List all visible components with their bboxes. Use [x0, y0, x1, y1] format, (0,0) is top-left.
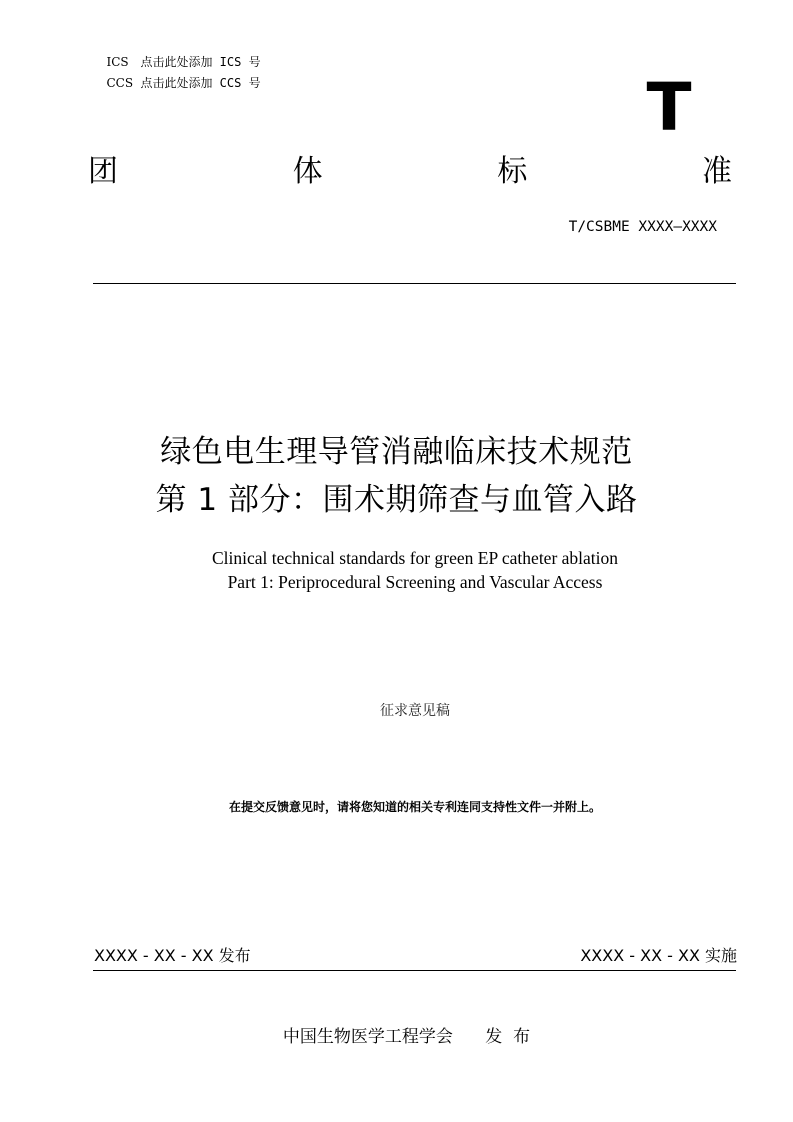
standard-category-mark: T	[646, 69, 692, 146]
ics-placeholder[interactable]: 点击此处添加 ICS 号	[140, 55, 261, 69]
title-en-line2: Part 1: Periprocedural Screening and Vascular Access	[227, 572, 603, 592]
ics-label: ICS	[106, 55, 129, 69]
standard-type-char: 体	[292, 154, 323, 189]
standard-code: T/CSBME XXXX—XXXX	[568, 219, 717, 235]
header-divider	[93, 283, 736, 284]
title-en-line1: Clinical technical standards for green EP catheter ablation	[211, 548, 619, 568]
title-cn-line2: 第 1 部分：围术期筛查与血管入路	[155, 482, 638, 518]
footer-divider	[93, 970, 736, 971]
ccs-line	[92, 59, 261, 91]
patent-notice: 在提交反馈意见时，请将您知道的相关专利连同支持性文件一并附上。	[228, 800, 601, 814]
standard-type-char: 标	[497, 154, 528, 189]
standard-type-char: 准	[701, 154, 732, 189]
ccs-placeholder[interactable]: 点击此处添加 CCS 号	[140, 76, 261, 90]
standard-type-heading	[88, 150, 732, 194]
title-cn-line1: 绿色电生理导管消融临床技术规范	[160, 434, 633, 470]
issue-date: XXXX - XX - XX 发布	[94, 946, 251, 965]
ccs-label: CCS	[106, 76, 134, 90]
publisher: 中国生物医学工程学会 发 布	[282, 1027, 531, 1047]
standard-type-char: 团	[88, 154, 118, 189]
draft-status: 征求意见稿	[380, 703, 450, 719]
implement-date: XXXX - XX - XX 实施	[580, 946, 737, 965]
